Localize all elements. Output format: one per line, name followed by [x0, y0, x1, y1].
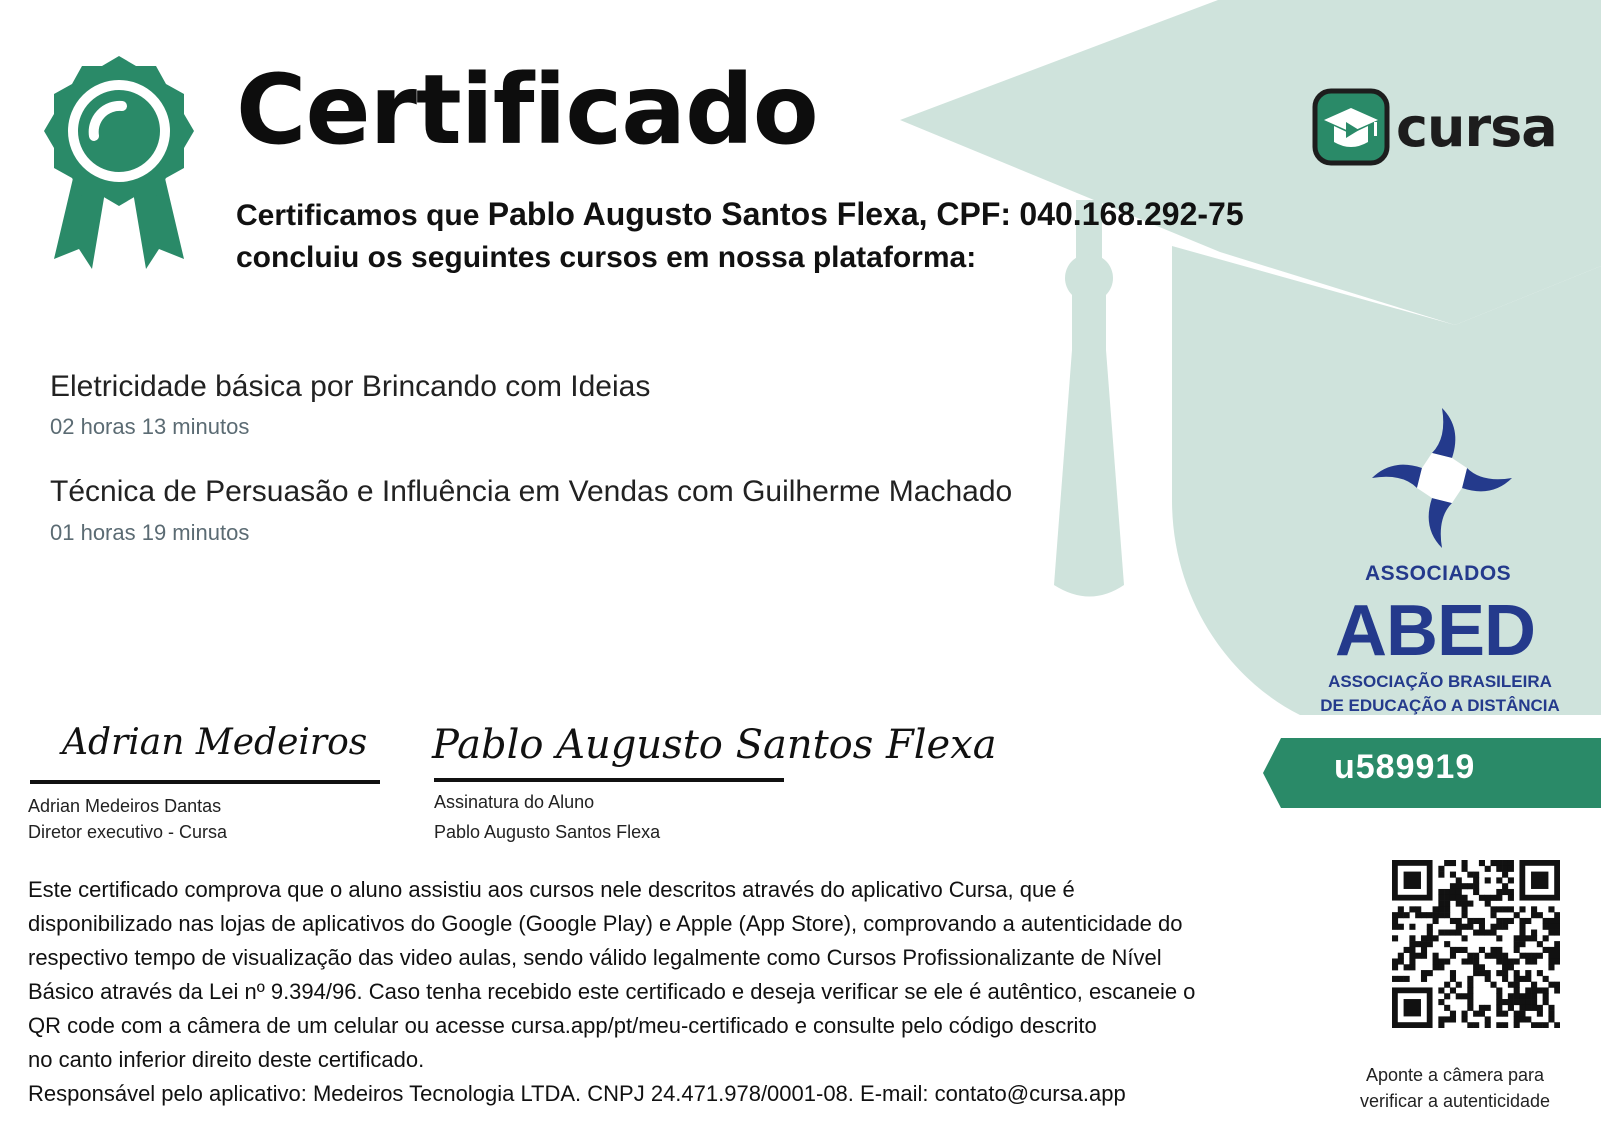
- cursa-logo-text: cursa: [1396, 96, 1557, 159]
- legal-line: Básico através da Lei nº 9.394/96. Caso tenha recebido este certificado e deseja verificar se ele é autêntico, escaneie o: [28, 979, 1196, 1004]
- abed-associados: ASSOCIADOS: [1365, 562, 1512, 585]
- legal-line: disponibilizado nas lojas de aplicativos do Google (Google Play) e Apple (App Store), comprovando a autenticidade do: [28, 911, 1183, 936]
- legal-line: Este certificado comprova que o aluno assistiu aos cursos nele descritos através do aplicativo Cursa, que é: [28, 877, 1075, 902]
- abed-logo-icon: [1372, 408, 1512, 548]
- intro-line-2: concluiu os seguintes cursos em nossa plataforma:: [236, 241, 977, 274]
- director-signature-line: [30, 780, 380, 784]
- student-name: Pablo Augusto Santos Flexa: [487, 196, 919, 232]
- certificate-title: Certificado: [236, 54, 818, 166]
- student-signature: Pablo Augusto Santos Flexa: [432, 722, 997, 768]
- qr-code-icon: [1392, 860, 1560, 1028]
- legal-line: QR code com a câmera de um celular ou acesse cursa.app/pt/meu-certificado e consulte pelo código descrito: [28, 1013, 1097, 1038]
- abed-acronym: ABED: [1335, 591, 1536, 671]
- student-signature-name: Pablo Augusto Santos Flexa: [434, 822, 661, 842]
- student-signature-line: [434, 778, 784, 782]
- abed-line-2: DE EDUCAÇÃO A DISTÂNCIA: [1320, 696, 1560, 715]
- course-name: Eletricidade básica por Brincando com Ideias: [50, 370, 651, 403]
- qr-caption-line-2: verificar a autenticidade: [1359, 1091, 1551, 1111]
- award-ribbon-icon: [44, 54, 194, 274]
- intro-prefix: Certificamos que: [236, 199, 480, 232]
- legal-line: no canto inferior direito deste certificado.: [28, 1047, 425, 1072]
- director-signature: Adrian Medeiros: [62, 722, 368, 763]
- abed-line-1: ASSOCIAÇÃO BRASILEIRA: [1328, 672, 1552, 691]
- cpf-value: 040.168.292-75: [1019, 196, 1244, 232]
- qr-caption: [1345, 1062, 1565, 1114]
- course-duration: 02 horas 13 minutos: [50, 414, 250, 439]
- qr-caption-line-1: Aponte a câmera para: [1365, 1065, 1545, 1085]
- course-name: Técnica de Persuasão e Influência em Vendas com Guilherme Machado: [50, 475, 1013, 508]
- cpf-label: , CPF:: [918, 196, 1012, 232]
- legal-text: [28, 873, 1328, 1111]
- certificate-code: u589919: [1334, 748, 1476, 786]
- director-name: Adrian Medeiros Dantas: [28, 796, 222, 816]
- director-role: Diretor executivo - Cursa: [28, 822, 228, 842]
- legal-line: Responsável pelo aplicativo: Medeiros Tecnologia LTDA. CNPJ 24.471.978/0001-08. E-mail: contato@cursa.app: [28, 1081, 1126, 1106]
- certificate-intro: [236, 190, 1244, 282]
- student-signature-label: Assinatura do Aluno: [434, 792, 595, 812]
- course-duration: 01 horas 19 minutos: [50, 520, 250, 545]
- abed-fullname: [1310, 670, 1570, 718]
- legal-line: respectivo tempo de visualização das video aulas, sendo válido legalmente como Cursos Profissionalizante de Nível: [28, 945, 1162, 970]
- cursa-logo-icon: [1312, 88, 1390, 166]
